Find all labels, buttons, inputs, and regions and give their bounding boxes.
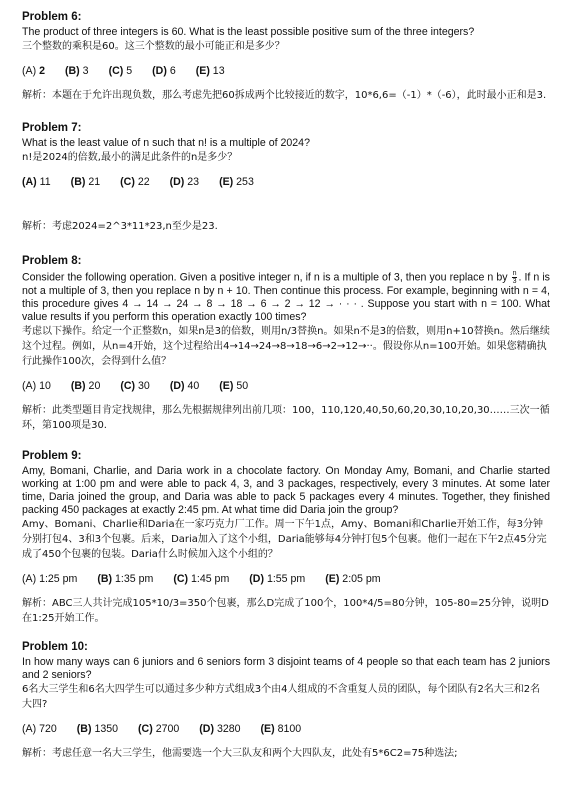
choice-d: (D) 3280	[199, 723, 241, 735]
problem-10	[22, 640, 550, 761]
problem-text-cn: 考虑以下操作。给定一个正整数n，如果n是3的倍数，则用n/3替换n。如果n不是3的倍数，则用n+10替换n。然后继续这个过程。例如，从n=4开始，这个过程给出4→14→24→8→18→6→2→12→··。假设你从n=100开始。如果您精确执行此操作100次，会得到什么值？	[22, 326, 550, 367]
document-page	[22, 10, 550, 761]
choice-a: (A) 11	[22, 176, 51, 188]
choice-e: (E) 2:05 pm	[325, 573, 381, 585]
choice-d: (D) 23	[169, 176, 200, 188]
problem-title: Problem 8:	[22, 255, 82, 267]
choice-e: (E) 13	[195, 65, 225, 77]
solution-text: 解析：此类型题目肯定找规律，那么先根据规律列出前几项：100，110,120,40,50,60,20,30,10,20,30……三次一循环，第100项是30.	[22, 405, 550, 431]
solution-text: 解析：本题在于允许出现负数，那么考虑先把60拆成两个比较接近的数字，10*6,6=（-1）*（-6），此时最小正和是3.	[22, 90, 547, 101]
choice-b: (B) 3	[64, 65, 89, 77]
choice-c: (C) 5	[108, 65, 133, 77]
problem-text-cn: 6名大三学生和6名大四学生可以通过多少种方式组成3个由4人组成的不含重复人员的团队，每个团队有2名大三和2名大四?	[22, 684, 541, 710]
problem-8	[22, 254, 550, 433]
choice-d: (D) 40	[169, 380, 200, 392]
choice-e: (E) 253	[219, 176, 254, 188]
choice-c: (C) 2700	[138, 723, 180, 735]
choice-a: (A) 1:25 pm	[22, 573, 78, 585]
problem-9	[22, 449, 550, 626]
problem-text-cn: Amy、Bomani、Charlie和Daria在一家巧克力厂工作。周一下午1点，Amy、Bomani和Charlie开始工作，每3分钟分别打包4、3和3个包裹。后来，Daria加入了这个小组，Daria能够每4分钟打包5个包裹。他们一起在下午2点45分完成了450个包裹的包装。Daria什么时候加入这个小组的？	[22, 519, 547, 560]
choice-e: (E) 50	[219, 380, 249, 392]
problem-7	[22, 121, 550, 234]
problem-title: Problem 7:	[22, 122, 82, 134]
problem-text-cn: 三个整数的乘积是60。这三个整数的最小可能正和是多少？	[22, 41, 285, 52]
choice-d: (D) 1:55 pm	[249, 573, 306, 585]
fraction-n-over-3: $\frac{n}{3}$	[512, 270, 517, 285]
problem-text-en: Consider the following operation. Given a positive integer n, if n is a multiple of 3, then you replace n by $\frac{n}{3}$ . If n is not a multiple of 3, then you replace n by n + 10. Then continue this process. For example, beginning with n = 4, this procedure gives 4 → 14 → 24 → 8 → 18 → 6 → 2 → 12 → · · · . Suppose you start with n = 100. What value results if you perform this operation exactly 100 times?	[22, 270, 550, 323]
problem-text-en: The product of three integers is 60. What is the least possible positive sum of the three integers?	[22, 26, 475, 38]
answer-choices	[22, 722, 550, 736]
problem-title: Problem 10:	[22, 641, 88, 653]
answer-choices	[22, 572, 550, 586]
solution-text: 解析：考虑2024=2^3*11*23,n至少是23.	[22, 221, 218, 232]
answer-choices	[22, 64, 550, 78]
choice-c: (C) 30	[120, 380, 150, 392]
choice-b: (B) 20	[70, 380, 101, 392]
solution-text: 解析：ABC三人共计完成105*10/3=350个包裹，那么D完成了100个，100*4/5=80分钟，105-80=25分钟，说明D在1:25开始工作。	[22, 598, 549, 624]
problem-text-en: What is the least value of n such that n! is a multiple of 2024?	[22, 137, 310, 149]
choice-a: (A) 720	[22, 723, 57, 735]
problem-text-cn: n!是2024的倍数,最小的满足此条件的n是多少？	[22, 152, 238, 163]
choice-c: (C) 22	[120, 176, 150, 188]
choice-a: (A) 10	[22, 380, 51, 392]
problem-title: Problem 9:	[22, 450, 82, 462]
problem-title: Problem 6:	[22, 11, 82, 23]
choice-b: (B) 1:35 pm	[97, 573, 154, 585]
choice-a: (A) 2	[22, 65, 45, 77]
choice-e: (E) 8100	[260, 723, 302, 735]
choice-b: (B) 21	[70, 176, 101, 188]
problem-6	[22, 10, 550, 103]
problem-text-en: In how many ways can 6 juniors and 6 seniors form 3 disjoint teams of 4 people so that each team has 2 juniors and 2 seniors?	[22, 656, 550, 681]
choice-c: (C) 1:45 pm	[173, 573, 230, 585]
choice-d: (D) 6	[152, 65, 176, 77]
answer-choices	[22, 379, 550, 393]
solution-text: 解析：考虑任意一名大三学生，他需要选一个大三队友和两个大四队友，此处有5*6C2=75种选法;	[22, 748, 458, 759]
choice-b: (B) 1350	[76, 723, 119, 735]
answer-choices	[22, 175, 550, 189]
problem-text-en: Amy, Bomani, Charlie, and Daria work in a chocolate factory. On Monday Amy, Bomani, and Charlie started working at 1:00 pm and were able to pack 4, 3, and 3 packages, respectively, every 3 minutes. At some later time, Daria joined the group, and Daria was able to pack 5 packages every 4 minutes. Together, they finished packing 450 packages at exactly 2:45 pm. At what time did Daria join the group?	[22, 465, 550, 516]
